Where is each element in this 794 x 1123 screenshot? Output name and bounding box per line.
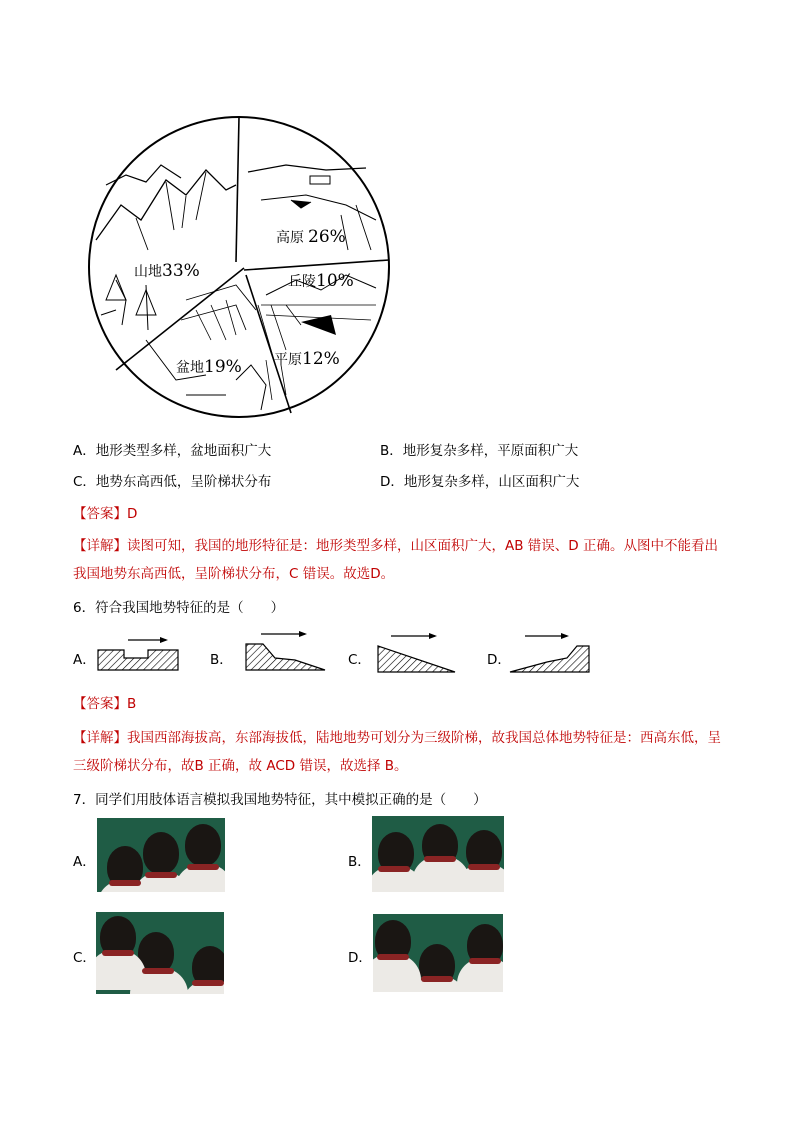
pie-label-plain: 平原12% [274, 349, 340, 369]
q7-label-d[interactable]: D． [348, 950, 372, 966]
pie-label-plateau: 高原 26% [276, 227, 346, 247]
q7-photo-a[interactable] [97, 818, 225, 892]
q6-label-b[interactable]: B． [210, 652, 233, 668]
q6-label-c[interactable]: C． [348, 652, 371, 668]
q6-answer: 【答案】B [73, 696, 137, 712]
pie-label-basin: 盆地19% [176, 357, 242, 377]
q5-option-d[interactable]: D．地形复杂多样，山区面积广大 [380, 474, 580, 490]
q6-label-d[interactable]: D． [487, 652, 511, 668]
q6-profile-d[interactable] [507, 630, 593, 676]
q6-profile-b[interactable] [243, 628, 329, 674]
pie-label-hills: 丘陵10% [288, 271, 354, 291]
q6-profile-c[interactable] [375, 630, 461, 676]
q7-label-a[interactable]: A． [73, 854, 96, 870]
q5-option-a[interactable]: A．地形类型多样，盆地面积广大 [73, 443, 272, 459]
terrain-pie-illustration [86, 110, 396, 425]
q6-profile-a[interactable] [96, 632, 182, 674]
q7-photo-b[interactable] [372, 816, 504, 892]
q7-photo-c[interactable] [96, 912, 224, 994]
q6-label-a[interactable]: A． [73, 652, 96, 668]
q5-option-b[interactable]: B．地形复杂多样，平原面积广大 [380, 443, 579, 459]
q5-option-c[interactable]: C．地势东高西低，呈阶梯状分布 [73, 474, 272, 490]
q5-detail: 【详解】读图可知，我国的地形特征是：地形类型多样，山区面积广大，AB 错误、D 正确。从图中不能看出我国地势东高西低，呈阶梯状分布，C 错误。故选D。 [73, 538, 718, 582]
q7-label-c[interactable]: C． [73, 950, 96, 966]
q5-answer: 【答案】D [73, 506, 138, 522]
q7-label-b[interactable]: B． [348, 854, 371, 870]
q7-photo-d[interactable] [373, 914, 503, 992]
q7-question: 7．同学们用肢体语言模拟我国地势特征，其中模拟正确的是（ ） [73, 792, 487, 808]
pie-label-mountain: 山地33% [134, 261, 200, 281]
q6-detail: 【详解】我国西部海拔高，东部海拔低，陆地地势可划分为三级阶梯，故我国总体地势特征是：西高东低，呈三级阶梯状分布，故B 正确，故 ACD 错误，故选择 B。 [73, 730, 721, 774]
q6-question: 6．符合我国地势特征的是（ ） [73, 600, 285, 616]
